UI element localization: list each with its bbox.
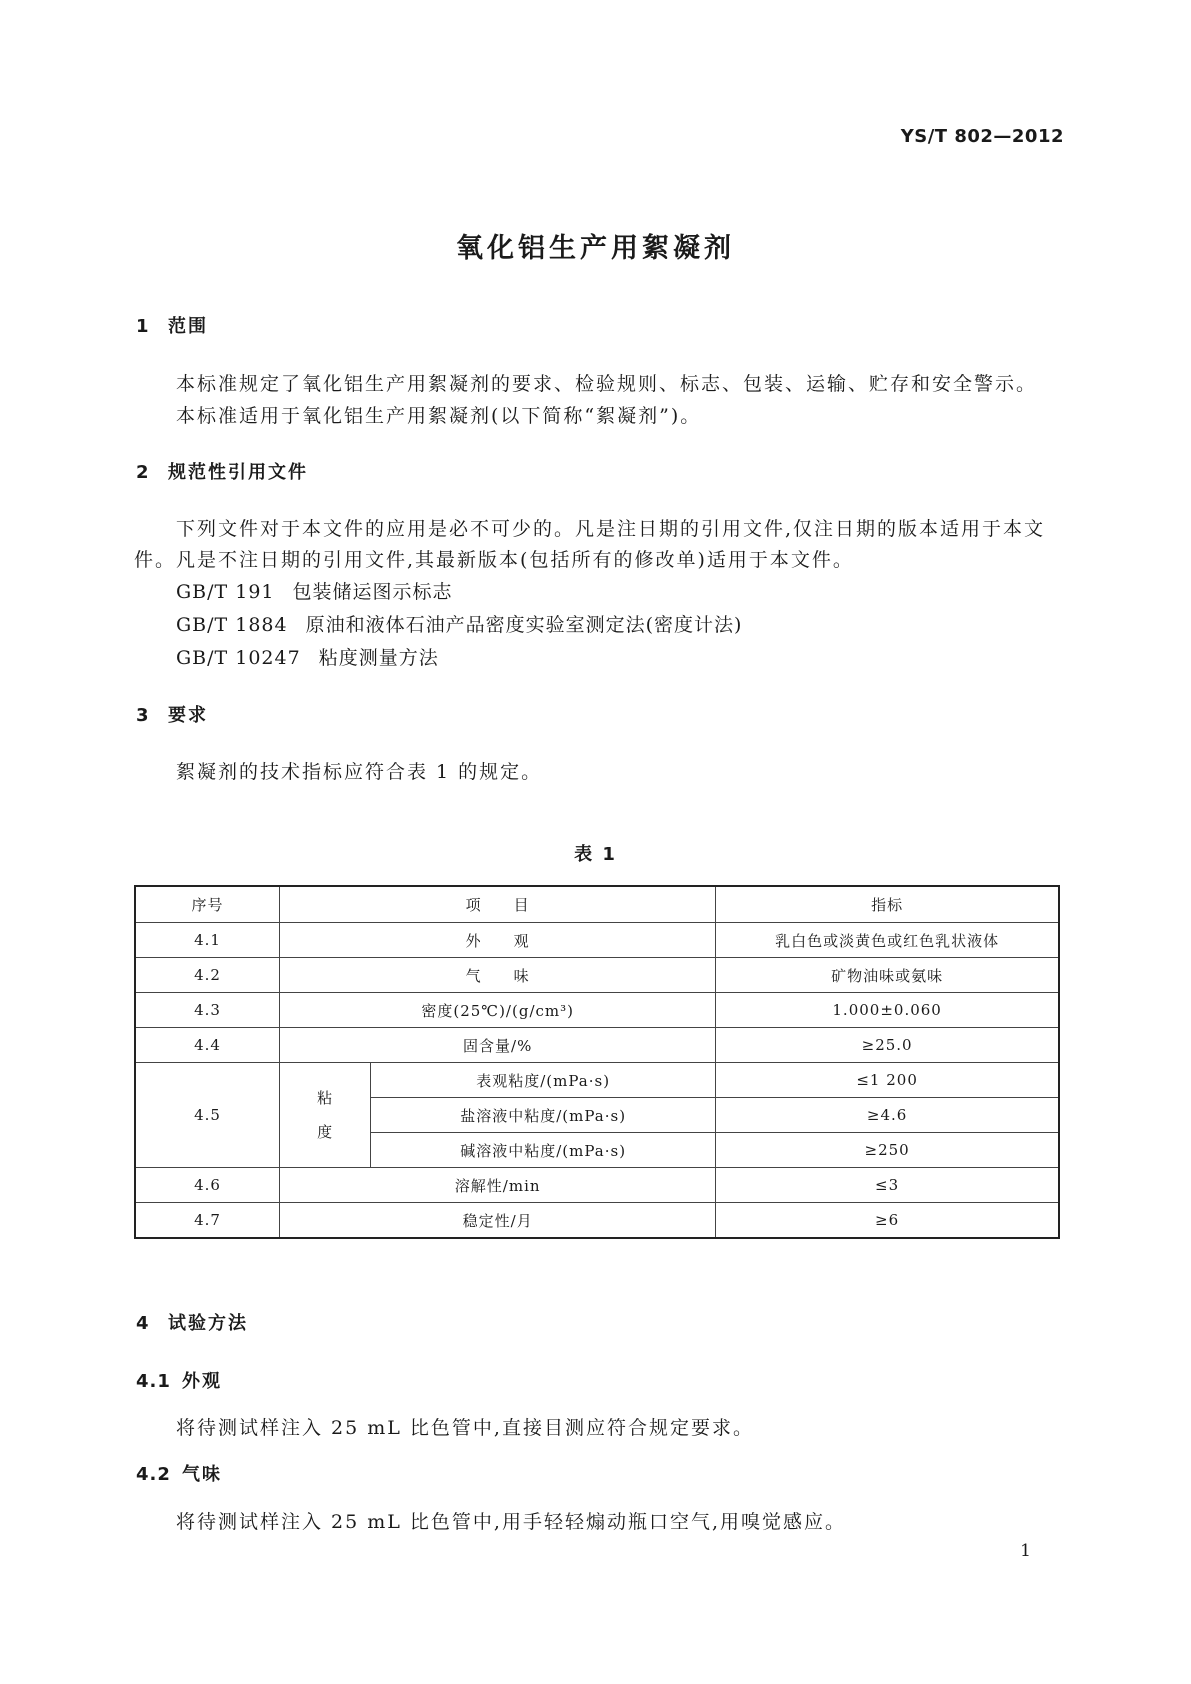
cell-item: 溶解性/min bbox=[280, 1168, 716, 1203]
section-4-heading bbox=[136, 1309, 248, 1335]
header-seq: 序号 bbox=[135, 886, 280, 923]
reference-code: GB/T 191 bbox=[176, 581, 275, 603]
section-number: 1 bbox=[136, 316, 150, 337]
table-row bbox=[135, 1028, 1059, 1063]
table-row bbox=[135, 993, 1059, 1028]
section-number: 4.1 bbox=[136, 1371, 171, 1392]
paragraph: 本标准适用于氧化铝生产用絮凝剂(以下简称“絮凝剂”)。 bbox=[176, 405, 702, 427]
cell-seq: 4.3 bbox=[135, 993, 280, 1028]
reference-code: GB/T 1884 bbox=[176, 614, 288, 636]
section-1-heading bbox=[136, 312, 208, 338]
cell-group bbox=[280, 1063, 371, 1168]
section-title: 试验方法 bbox=[168, 1313, 248, 1334]
cell-item: 密度(25℃)/(g/cm³) bbox=[280, 993, 716, 1028]
paragraph: 下列文件对于本文件的应用是必不可少的。凡是注日期的引用文件,仅注日期的版本适用于本文 bbox=[176, 518, 1046, 540]
group-label: 粘度 bbox=[317, 1089, 334, 1141]
subsection-4-1-heading bbox=[136, 1367, 222, 1393]
header-index: 指标 bbox=[716, 886, 1059, 923]
section-number: 3 bbox=[136, 705, 150, 726]
section-number: 4 bbox=[136, 1313, 150, 1334]
cell-item: 外 观 bbox=[280, 923, 716, 958]
section-2-heading bbox=[136, 458, 308, 484]
normative-reference bbox=[176, 577, 453, 604]
cell-item: 盐溶液中粘度/(mPa·s) bbox=[371, 1098, 716, 1133]
section-number: 2 bbox=[136, 462, 150, 483]
cell-value: ≤3 bbox=[716, 1168, 1059, 1203]
cell-item: 固含量/% bbox=[280, 1028, 716, 1063]
cell-seq: 4.5 bbox=[135, 1063, 280, 1168]
table-row bbox=[135, 923, 1059, 958]
section-title: 要求 bbox=[168, 705, 208, 726]
reference-code: GB/T 10247 bbox=[176, 647, 301, 669]
reference-name: 包装储运图示标志 bbox=[292, 581, 453, 603]
section-number: 4.2 bbox=[136, 1464, 171, 1485]
cell-value: ≤1 200 bbox=[716, 1063, 1059, 1098]
header-item: 项 目 bbox=[280, 886, 716, 923]
section-title: 规范性引用文件 bbox=[168, 462, 308, 483]
page-number: 1 bbox=[1020, 1541, 1031, 1561]
cell-value: ≥4.6 bbox=[716, 1098, 1059, 1133]
cell-value: 乳白色或淡黄色或红色乳状液体 bbox=[716, 923, 1059, 958]
cell-seq: 4.4 bbox=[135, 1028, 280, 1063]
table-row bbox=[135, 958, 1059, 993]
paragraph: 件。凡是不注日期的引用文件,其最新版本(包括所有的修改单)适用于本文件。 bbox=[134, 549, 854, 571]
cell-item: 碱溶液中粘度/(mPa·s) bbox=[371, 1133, 716, 1168]
normative-reference bbox=[176, 643, 439, 670]
cell-value: 1.000±0.060 bbox=[716, 993, 1059, 1028]
cell-item: 稳定性/月 bbox=[280, 1203, 716, 1239]
section-title: 范围 bbox=[168, 316, 208, 337]
cell-item: 表观粘度/(mPa·s) bbox=[371, 1063, 716, 1098]
standard-number: YS/T 802—2012 bbox=[900, 126, 1064, 147]
normative-reference bbox=[176, 610, 742, 637]
table-header-row bbox=[135, 886, 1059, 923]
table-row bbox=[135, 1063, 1059, 1098]
table-row bbox=[135, 1203, 1059, 1239]
cell-value: ≥25.0 bbox=[716, 1028, 1059, 1063]
cell-value: ≥250 bbox=[716, 1133, 1059, 1168]
table-row bbox=[135, 1168, 1059, 1203]
cell-seq: 4.1 bbox=[135, 923, 280, 958]
paragraph: 絮凝剂的技术指标应符合表 1 的规定。 bbox=[176, 761, 543, 783]
cell-seq: 4.2 bbox=[135, 958, 280, 993]
spec-table bbox=[134, 885, 1060, 1239]
reference-name: 原油和液体石油产品密度实验室测定法(密度计法) bbox=[305, 614, 743, 636]
section-title: 外观 bbox=[182, 1371, 222, 1392]
cell-item: 气 味 bbox=[280, 958, 716, 993]
paragraph: 将待测试样注入 25 mL 比色管中,直接目测应符合规定要求。 bbox=[176, 1417, 754, 1439]
table-caption: 表 1 bbox=[574, 844, 617, 865]
section-3-heading bbox=[136, 701, 208, 727]
document-title: 氧化铝生产用絮凝剂 bbox=[456, 233, 735, 264]
cell-seq: 4.6 bbox=[135, 1168, 280, 1203]
section-title: 气味 bbox=[182, 1464, 222, 1485]
paragraph: 将待测试样注入 25 mL 比色管中,用手轻轻煽动瓶口空气,用嗅觉感应。 bbox=[176, 1511, 847, 1533]
reference-name: 粘度测量方法 bbox=[318, 647, 439, 669]
cell-value: ≥6 bbox=[716, 1203, 1059, 1239]
paragraph: 本标准规定了氧化铝生产用絮凝剂的要求、检验规则、标志、包装、运输、贮存和安全警示。 bbox=[176, 373, 1038, 395]
cell-value: 矿物油味或氨味 bbox=[716, 958, 1059, 993]
subsection-4-2-heading bbox=[136, 1460, 222, 1486]
cell-seq: 4.7 bbox=[135, 1203, 280, 1239]
